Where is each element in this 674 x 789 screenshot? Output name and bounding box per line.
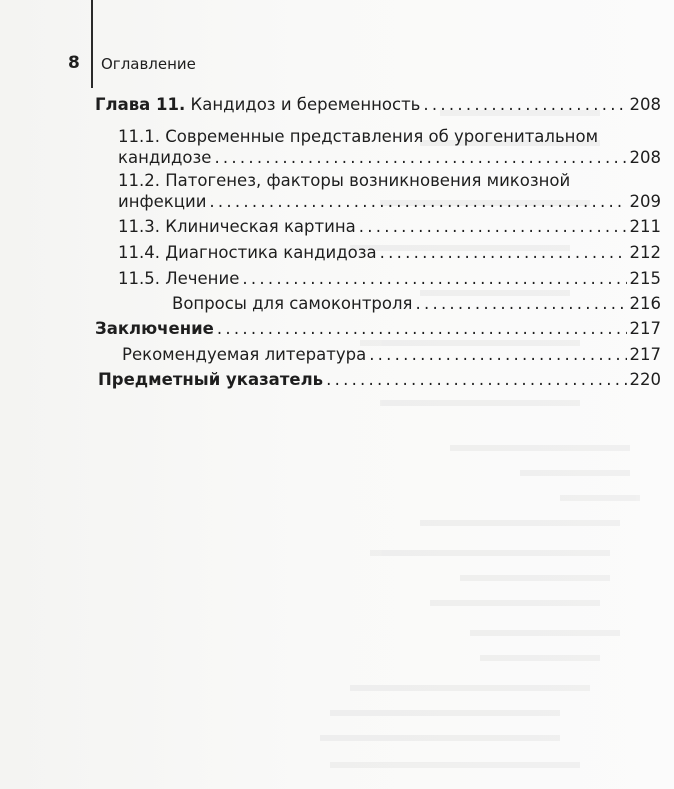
chapter-title: Кандидоз и беременность <box>190 95 421 114</box>
page-ref: 212 <box>629 243 661 262</box>
toc-entry-literature <box>122 344 661 365</box>
dot-leader <box>214 147 626 168</box>
dot-leader <box>242 268 626 289</box>
page-ref: 220 <box>629 370 661 389</box>
entry-title: 11.3. Клиническая картина <box>118 217 356 236</box>
page-ref: 217 <box>629 345 661 364</box>
toc-entry-11-4 <box>118 242 661 263</box>
entry-title: Рекомендуемая литература <box>122 345 367 364</box>
entry-title: Вопросы для самоконтроля <box>172 294 413 313</box>
dot-leader <box>209 191 626 212</box>
entry-title-line2: кандидозе <box>118 148 212 167</box>
toc-entry-11-3 <box>118 216 661 237</box>
dot-leader <box>423 94 626 115</box>
toc-entry-11-1 <box>118 126 661 168</box>
entry-title: 11.5. Лечение <box>118 269 240 288</box>
dot-leader <box>369 344 626 365</box>
entry-title: Предметный указатель <box>98 370 324 389</box>
toc-entry-chapter-11 <box>95 94 661 115</box>
toc-entry-self-check <box>172 293 661 314</box>
dot-leader <box>380 242 627 263</box>
running-head: Оглавление <box>101 55 196 73</box>
dot-leader <box>326 369 626 390</box>
page-ref: 208 <box>629 95 661 114</box>
toc-entry-11-5 <box>118 268 661 289</box>
entry-title-line1: 11.2. Патогенез, факторы возникновения микозной <box>118 171 571 190</box>
entry-title: 11.4. Диагностика кандидоза <box>118 243 377 262</box>
page-ref: 208 <box>629 148 661 167</box>
dot-leader <box>217 318 627 339</box>
toc-entry-conclusion <box>95 318 661 339</box>
toc-entry-11-2 <box>118 170 661 212</box>
toc-entry-index <box>98 369 661 390</box>
page-ref: 209 <box>629 192 661 211</box>
page-ref: 216 <box>629 294 661 313</box>
entry-title-line2: инфекции <box>118 192 207 211</box>
dot-leader <box>359 216 627 237</box>
page-ref: 215 <box>629 269 661 288</box>
dot-leader <box>415 293 626 314</box>
entry-title: Заключение <box>95 319 214 338</box>
entry-title-line1: 11.1. Современные представления об урогенитальном <box>118 127 599 146</box>
page-number: 8 <box>68 53 80 73</box>
page-ref: 217 <box>629 319 661 338</box>
margin-rule <box>91 0 93 88</box>
chapter-label: Глава 11. <box>95 95 186 114</box>
page-ref: 211 <box>629 217 661 236</box>
